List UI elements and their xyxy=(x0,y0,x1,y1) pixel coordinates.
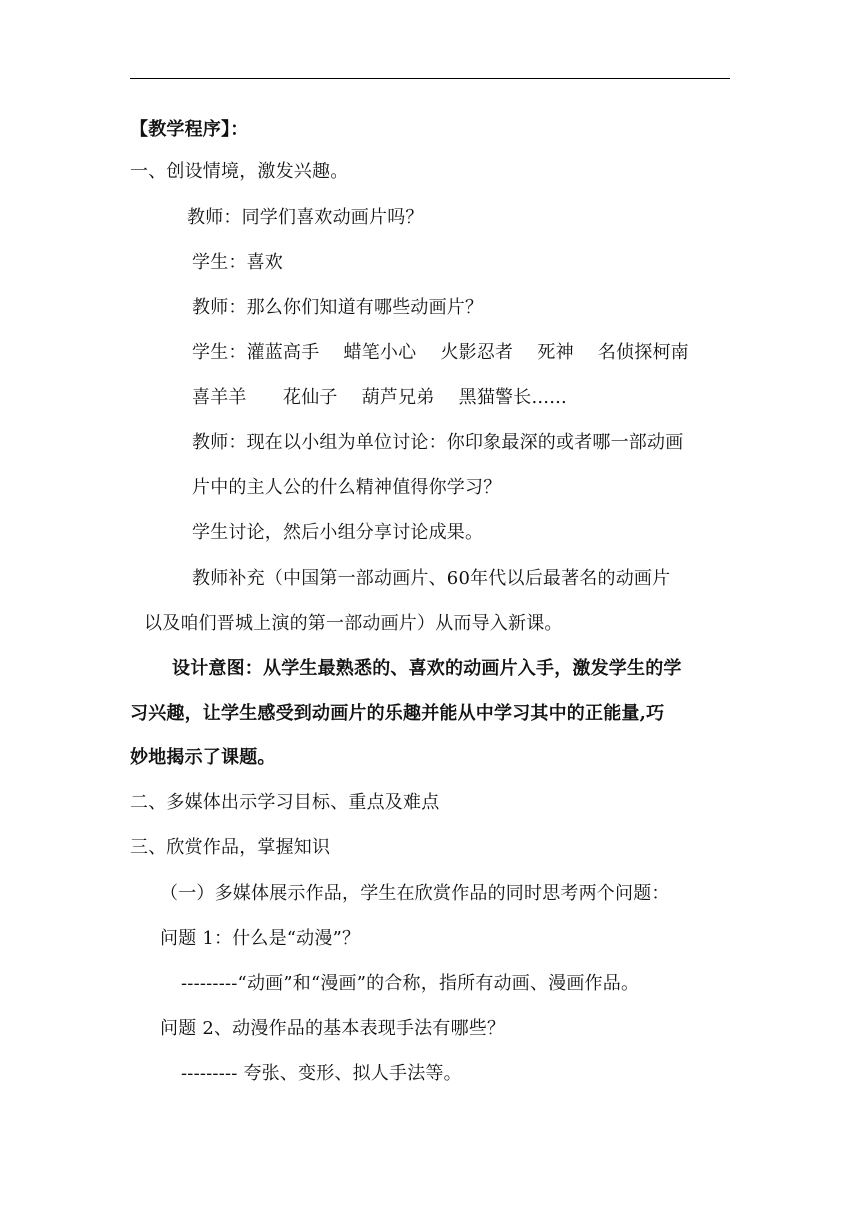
dialogue-line: 教师：那么你们知道有哪些动画片？ xyxy=(192,297,484,318)
section-heading-1: 一、创设情境，激发兴趣。 xyxy=(130,161,349,182)
design-intent-paragraph: 设计意图：从学生最熟悉的、喜欢的动画片入手，激发学生的学 xyxy=(172,658,682,679)
dialogue-line: 教师：现在以小组为单位讨论：你印象最深的或者哪一部动画 xyxy=(192,432,684,453)
design-intent-paragraph: 妙地揭示了课题。 xyxy=(130,747,276,768)
section-heading-teaching-procedure: 【教学程序】： xyxy=(130,119,249,140)
design-intent-paragraph: 习兴趣，让学生感受到动画片的乐趣并能从中学习其中的正能量,巧 xyxy=(130,703,665,724)
dialogue-line: 学生：灌蓝高手 蜡笔小心 火影忍者 死神 名侦探柯南 xyxy=(192,342,689,363)
section-heading-3: 三、欣赏作品，掌握知识 xyxy=(130,837,331,858)
question-line: 问题 1：什么是“动漫”？ xyxy=(160,928,361,949)
answer-line: ---------“动画”和“漫画”的合称，指所有动画、漫画作品。 xyxy=(181,973,640,994)
dialogue-line: 学生：喜欢 xyxy=(192,252,283,273)
dialogue-line: 教师补充（中国第一部动画片、60年代以后最著名的动画片 xyxy=(192,568,671,589)
dialogue-line: 教师：同学们喜欢动画片吗？ xyxy=(187,207,424,228)
dialogue-line: 片中的主人公的什么精神值得你学习？ xyxy=(192,477,502,498)
dialogue-line: 以及咱们晋城上演的第一部动画片）从而导入新课。 xyxy=(144,613,563,634)
dialogue-line: 喜羊羊 花仙子 葫芦兄弟 黑猫警长...... xyxy=(192,387,567,408)
question-line: 问题 2、动漫作品的基本表现手法有哪些？ xyxy=(160,1018,506,1039)
subsection-heading-1: （一）多媒体展示作品，学生在欣赏作品的同时思考两个问题： xyxy=(160,883,670,904)
dialogue-line: 学生讨论，然后小组分享讨论成果。 xyxy=(192,522,484,543)
answer-line: --------- 夸张、变形、拟人手法等。 xyxy=(181,1063,462,1084)
header-rule xyxy=(130,78,730,79)
section-heading-2: 二、多媒体出示学习目标、重点及难点 xyxy=(130,792,440,813)
